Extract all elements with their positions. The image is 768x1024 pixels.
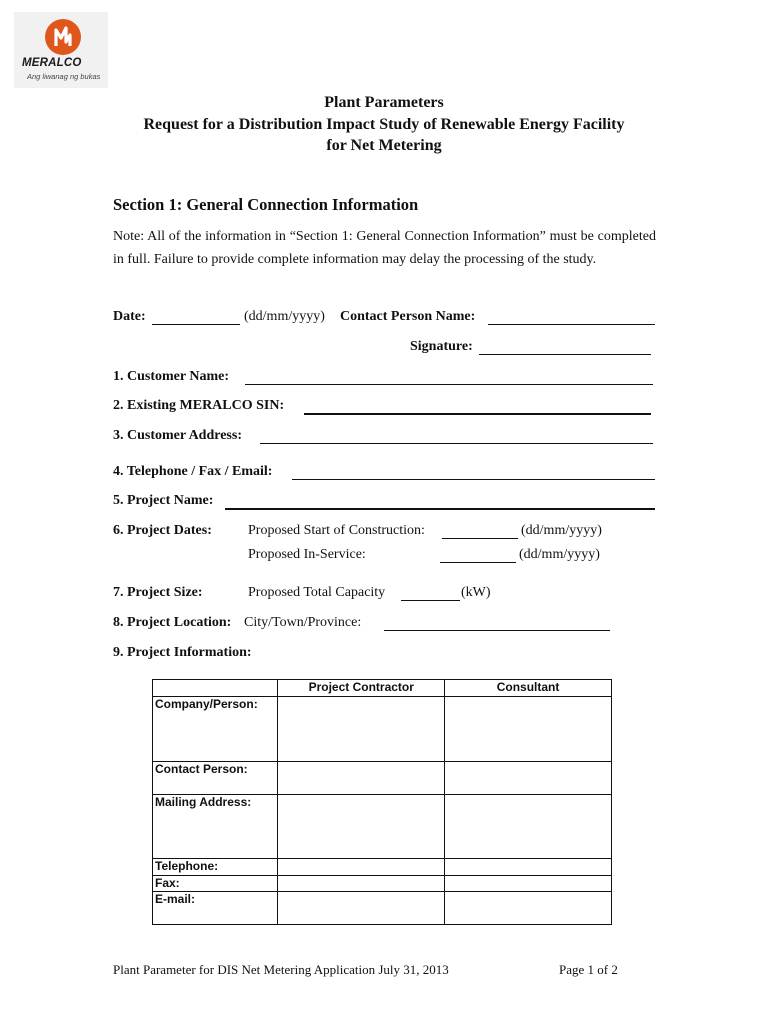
telephone-label: 4. Telephone / Fax / Email:: [113, 464, 273, 479]
in-service-label: Proposed In-Service:: [248, 547, 366, 562]
project-information-label: 9. Project Information:: [113, 645, 252, 660]
customer-name-field[interactable]: [245, 384, 653, 385]
start-construction-field[interactable]: [442, 538, 518, 539]
title-line-2: Request for a Distribution Impact Study of Renewable Energy Facility: [143, 116, 625, 133]
date-label: Date:: [113, 309, 146, 324]
contact-person-field[interactable]: [488, 324, 655, 325]
table-header-blank: [153, 680, 278, 697]
table-row: [153, 795, 612, 859]
project-name-field[interactable]: [225, 508, 655, 510]
row-label-mailing: Mailing Address:: [153, 795, 278, 859]
project-size-label: 7. Project Size:: [113, 585, 203, 600]
total-capacity-label: Proposed Total Capacity: [248, 585, 386, 600]
row-label-telephone: Telephone:: [153, 859, 278, 876]
title-line-1: Plant Parameters: [324, 94, 444, 111]
start-construction-label: Proposed Start of Construction:: [248, 523, 425, 538]
customer-address-label: 3. Customer Address:: [113, 428, 242, 443]
project-location-label: 8. Project Location:: [113, 615, 232, 630]
consultant-company-cell[interactable]: [445, 697, 612, 762]
sin-label: 2. Existing MERALCO SIN:: [113, 398, 285, 413]
in-service-format: (dd/mm/yyyy): [519, 547, 600, 562]
project-name-label: 5. Project Name:: [113, 493, 214, 508]
table-row: [153, 697, 612, 762]
table-header-consultant: Consultant: [445, 680, 612, 697]
contact-person-label: Contact Person Name:: [340, 309, 476, 324]
row-label-company: Company/Person:: [153, 697, 278, 762]
consultant-telephone-cell[interactable]: [445, 859, 612, 876]
consultant-mailing-cell[interactable]: [445, 795, 612, 859]
contractor-contact-cell[interactable]: [278, 762, 445, 795]
date-format: (dd/mm/yyyy): [244, 309, 325, 324]
contractor-fax-cell[interactable]: [278, 876, 445, 892]
table-row: [153, 762, 612, 795]
customer-address-field[interactable]: [260, 443, 653, 444]
logo-name: MERALCO: [22, 57, 82, 69]
section-heading: Section 1: General Connection Information: [113, 195, 419, 214]
section-note: Note: All of the information in “Section 1: General Connection Information” must be completed in full. Failure to provide complete information may delay the processing of the study.: [113, 229, 656, 267]
contractor-email-cell[interactable]: [278, 892, 445, 925]
contractor-company-cell[interactable]: [278, 697, 445, 762]
signature-field[interactable]: [479, 354, 651, 355]
consultant-email-cell[interactable]: [445, 892, 612, 925]
footer-left: Plant Parameter for DIS Net Metering Application July 31, 2013: [113, 962, 449, 977]
customer-name-label: 1. Customer Name:: [113, 369, 229, 384]
signature-label: Signature:: [410, 339, 473, 354]
row-label-contact: Contact Person:: [153, 762, 278, 795]
table-row: [153, 876, 612, 892]
project-information-table: [152, 679, 612, 925]
location-sublabel: City/Town/Province:: [244, 615, 362, 630]
project-dates-label: 6. Project Dates:: [113, 523, 212, 538]
total-capacity-field[interactable]: [401, 600, 460, 601]
table-header-row: [153, 680, 612, 697]
meralco-logo-icon: [44, 18, 82, 56]
contractor-telephone-cell[interactable]: [278, 859, 445, 876]
sin-field[interactable]: [304, 413, 651, 415]
row-label-email: E-mail:: [153, 892, 278, 925]
consultant-contact-cell[interactable]: [445, 762, 612, 795]
table-row: [153, 892, 612, 925]
logo-tagline: Ang liwanag ng bukas: [27, 72, 101, 81]
contractor-mailing-cell[interactable]: [278, 795, 445, 859]
title-line-3: for Net Metering: [326, 137, 442, 154]
telephone-field[interactable]: [292, 479, 655, 480]
project-location-field[interactable]: [384, 630, 610, 631]
capacity-unit: (kW): [461, 585, 491, 600]
table-header-contractor: Project Contractor: [278, 680, 445, 697]
table-row: [153, 859, 612, 876]
start-construction-format: (dd/mm/yyyy): [521, 523, 602, 538]
in-service-field[interactable]: [440, 562, 516, 563]
consultant-fax-cell[interactable]: [445, 876, 612, 892]
date-field[interactable]: [152, 324, 240, 325]
row-label-fax: Fax:: [153, 876, 278, 892]
footer-page-number: Page 1 of 2: [559, 962, 618, 977]
